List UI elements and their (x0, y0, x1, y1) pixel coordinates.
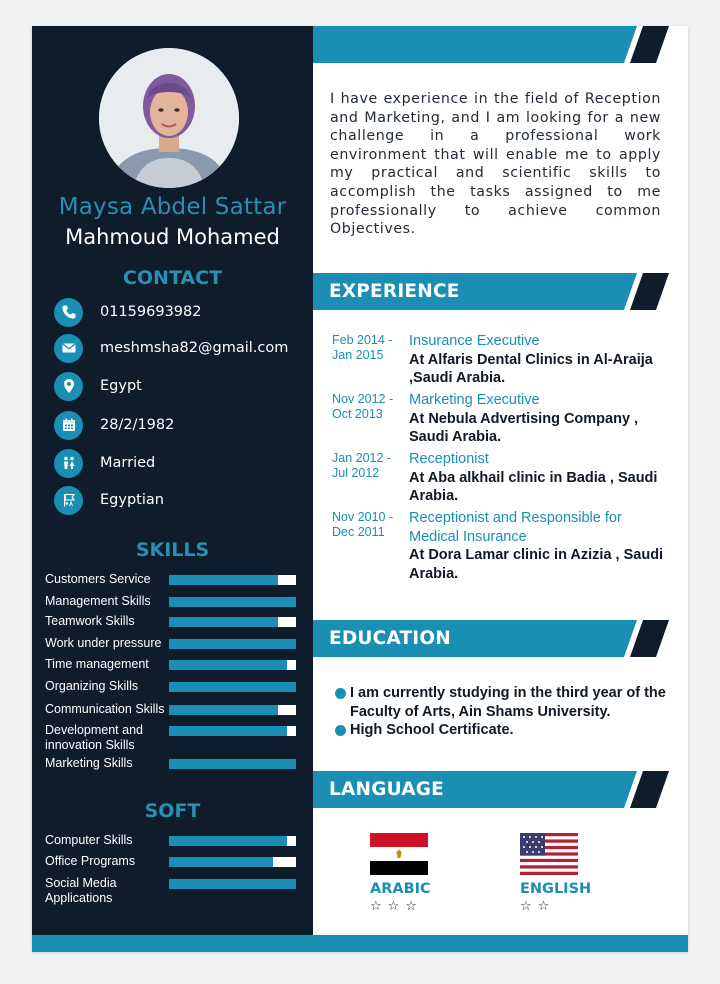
usa-flag-icon (520, 833, 578, 875)
email-icon (54, 334, 83, 363)
name-first-line: Maysa Abdel Sattar (58, 194, 287, 220)
experience-place: At Alfaris Dental Clinics in Al-Araija ,Saudi Arabia. (409, 351, 653, 386)
contact-heading: CONTACT (122, 267, 223, 289)
education-item (335, 721, 675, 740)
nationality: Egyptian (100, 492, 164, 508)
phone-number: 01159693982 (100, 304, 202, 320)
career-objective: I have experience in the field of Reception and Marketing, and I am looking for a new challenge in a professional work environment that will enable me to apply my practical and scientific skills to accomplish the tasks assigned to me professionally to achieve common Objectives. (330, 91, 661, 238)
resume-page (32, 26, 688, 952)
skill-bar (169, 705, 296, 715)
experience-date: Jan 2012 - Jul 2012 (332, 451, 392, 480)
egypt-flag-icon (370, 833, 428, 875)
skill-label: Time management (45, 657, 149, 671)
couple-icon (54, 449, 83, 478)
flag-icon (54, 486, 83, 515)
location-pin-icon (54, 372, 83, 401)
contact-phone (54, 297, 201, 327)
skill-label: Management Skills (45, 594, 151, 608)
experience-date: Feb 2014 - Jan 2015 (332, 333, 393, 362)
skill-label: Organizing Skills (45, 679, 139, 693)
skill-bar (169, 726, 296, 736)
contact-location (54, 371, 142, 401)
language-name: ENGLISH (520, 881, 592, 897)
soft-skill-bar (169, 836, 296, 846)
contact-marital-status (54, 448, 155, 478)
experience-title: Insurance Executive (409, 333, 540, 349)
marital-status: Married (100, 455, 156, 471)
contact-birthdate (54, 410, 174, 440)
contact-nationality (54, 485, 164, 515)
skill-bar (169, 575, 296, 585)
birth-date: 28/2/1982 (100, 417, 175, 433)
experience-place: At Aba alkhail clinic in Badia , Saudi Arabia. (409, 469, 658, 504)
skill-label: Work under pressure (45, 636, 162, 650)
bullet-icon (335, 725, 346, 736)
skill-bar (169, 660, 296, 670)
skills-heading: SKILLS (135, 539, 210, 561)
email-address: meshmsha82@gmail.com (100, 340, 289, 356)
top-stripe (313, 26, 688, 63)
experience-place: At Dora Lamar clinic in Azizia , Saudi Arabia. (409, 547, 664, 582)
skill-label: Teamwork Skills (45, 614, 135, 628)
experience-title: Marketing Executive (409, 392, 540, 408)
education-item (335, 684, 675, 721)
experience-stripe (313, 273, 688, 310)
skill-bar (169, 617, 296, 627)
language-stripe (313, 771, 688, 808)
skill-label: Marketing Skills (45, 756, 133, 770)
phone-icon (54, 298, 83, 327)
education-stripe (313, 620, 688, 657)
experience-title: Receptionist (409, 451, 489, 467)
experience-place: At Nebula Advertising Company , Saudi Arabia. (409, 410, 639, 445)
soft-skill-label: Computer Skills (45, 833, 133, 847)
language-name: ARABIC (370, 881, 431, 897)
skill-bar (169, 682, 296, 692)
name-second-line: Mahmoud Mohamed (65, 225, 280, 249)
bullet-icon (335, 688, 346, 699)
skill-label: Customers Service (45, 572, 151, 586)
education-text: I am currently studying in the third year of the Faculty of Arts, Ain Shams University. (350, 685, 666, 720)
contact-email (54, 333, 288, 363)
experience-date: Nov 2012 - Oct 2013 (332, 392, 394, 421)
education-heading: EDUCATION (329, 628, 451, 649)
soft-skill-label: Office Programs (45, 854, 136, 868)
language-rating-stars: ☆☆ (520, 899, 556, 914)
education-text: High School Certificate. (350, 722, 514, 738)
language-heading: LANGUAGE (329, 779, 444, 800)
skill-label: Communication Skills (45, 702, 165, 716)
portrait-image (99, 48, 239, 188)
experience-date: Nov 2010 - Dec 2011 (332, 510, 394, 539)
experience-heading: EXPERIENCE (329, 281, 460, 302)
soft-skill-label: Social Media Applications (45, 876, 117, 905)
experience-title: Receptionist and Responsible for Medical Insurance (409, 510, 622, 545)
soft-skill-bar (169, 857, 296, 867)
soft-heading: SOFT (144, 800, 201, 822)
sidebar (32, 26, 313, 935)
skill-bar (169, 597, 296, 607)
language-rating-stars: ☆☆☆ (370, 899, 423, 914)
calendar-icon (54, 411, 83, 440)
soft-skill-bar (169, 879, 296, 889)
skill-bar (169, 759, 296, 769)
location: Egypt (100, 378, 142, 394)
skill-label: Development and innovation Skills (45, 723, 143, 752)
skill-bar (169, 639, 296, 649)
bottom-bar (32, 935, 688, 952)
profile-photo (99, 48, 239, 188)
